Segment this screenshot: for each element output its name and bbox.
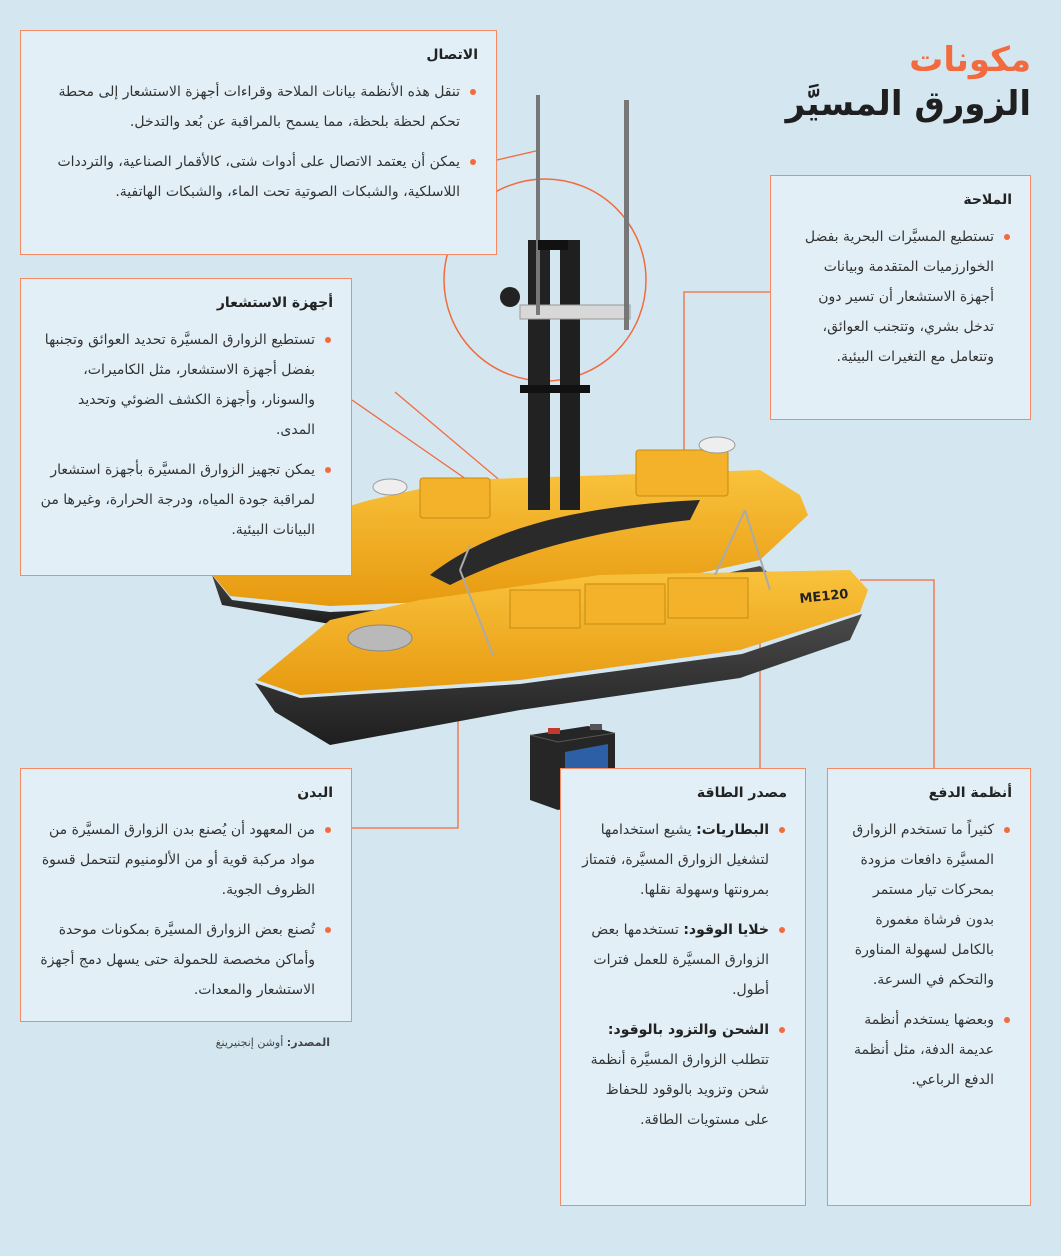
propulsion-title: أنظمة الدفع: [928, 785, 1012, 801]
propulsion-item: كثيراً ما تستخدم الزوارق المسيَّرة دافعات مزودة بمحركات تيار مستمر بدون فرشاة مغمورة بالكامل لسهولة المناورة والتحكم في السرعة.: [846, 815, 1012, 995]
hull-item: تُصنع بعض الزوارق المسيَّرة بمكونات موحدة وأماكن مخصصة للحمولة حتى يسهل دمج أجهزة الاستشعار والمعدات.: [39, 915, 333, 1005]
power-item-fuel-cells-label: خلايا الوقود:: [683, 922, 769, 938]
communication-item: تنقل هذه الأنظمة بيانات الملاحة وقراءات أجهزة الاستشعار إلى محطة تحكم لحظة بلحظة، مما يسمح بالمراقبة عن بُعد والتدخل.: [39, 77, 478, 137]
source-value: أوشن إنجنيرينغ: [215, 1036, 284, 1049]
sensors-box: [20, 278, 352, 576]
power-item-batteries: [579, 815, 787, 905]
title-line-2: الزورق المسيَّر: [785, 84, 1031, 124]
power-title: مصدر الطاقة: [696, 785, 787, 801]
navigation-box: [770, 175, 1031, 420]
source-credit: [30, 1036, 330, 1049]
boat-model-label: ME120: [798, 586, 850, 607]
hull-box: [20, 768, 352, 1022]
power-item-charging-label: الشحن والتزود بالوقود:: [607, 1022, 769, 1038]
navigation-item: تستطيع المسيَّرات البحرية بفضل الخوارزميات المتقدمة وبيانات أجهزة الاستشعار أن تسير دون تدخل بشري، وتتجنب العوائق، وتتعامل مع التغيرات البيئية.: [789, 222, 1012, 372]
connector-propulsion: [860, 580, 934, 770]
navigation-title: الملاحة: [963, 192, 1012, 208]
sensors-item: تستطيع الزوارق المسيَّرة تحديد العوائق وتجنبها بفضل أجهزة الاستشعار، مثل الكاميرات، والسونار، وأجهزة الكشف الضوئي وتحديد المدى.: [39, 325, 333, 445]
power-item-batteries-text: يشيع استخدامها لتشغيل الزوارق المسيَّرة، فتمتاز بمرونتها وسهولة نقلها.: [582, 822, 769, 898]
power-item-fuel-cells: [579, 915, 787, 1005]
connector-communication: [497, 150, 540, 160]
power-item-fuel-cells-text: تستخدمها بعض الزوارق المسيَّرة للعمل فترات أطول.: [591, 922, 769, 998]
sensors-title: أجهزة الاستشعار: [216, 295, 333, 311]
power-item-charging: [579, 1015, 787, 1135]
title-line-1: مكونات: [909, 40, 1031, 80]
power-item-charging-text: تتطلب الزوارق المسيَّرة أنظمة شحن وتزويد بالوقود للحفاظ على مستويات الطاقة.: [590, 1052, 769, 1128]
hull-title: البدن: [297, 785, 333, 801]
power-item-batteries-label: البطاريات:: [696, 822, 769, 838]
sensor-dome-icon: [500, 287, 520, 307]
hull-item: من المعهود أن يُصنع بدن الزوارق المسيَّرة من مواد مركبة قوية أو من الألومنيوم لتتحمل قسوة الظروف الجوية.: [39, 815, 333, 905]
sensors-item: يمكن تجهيز الزوارق المسيَّرة بأجهزة استشعار لمراقبة جودة المياه، ودرجة الحرارة، وغيرها من البيانات البيئية.: [39, 455, 333, 545]
communication-item: يمكن أن يعتمد الاتصال على أدوات شتى، كالأقمار الصناعية، والترددات اللاسلكية، والشبكات الصوتية تحت الماء، والشبكات الهاتفية.: [39, 147, 478, 207]
propulsion-box: [827, 768, 1031, 1206]
source-label: المصدر:: [286, 1036, 330, 1049]
communication-title: الاتصال: [426, 47, 478, 63]
power-box: [560, 768, 806, 1206]
communication-box: [20, 30, 497, 255]
page-title: [731, 38, 1031, 126]
propulsion-item: وبعضها يستخدم أنظمة عديمة الدفة، مثل أنظمة الدفع الرباعي.: [846, 1005, 1012, 1095]
connector-navigation: [684, 292, 770, 460]
